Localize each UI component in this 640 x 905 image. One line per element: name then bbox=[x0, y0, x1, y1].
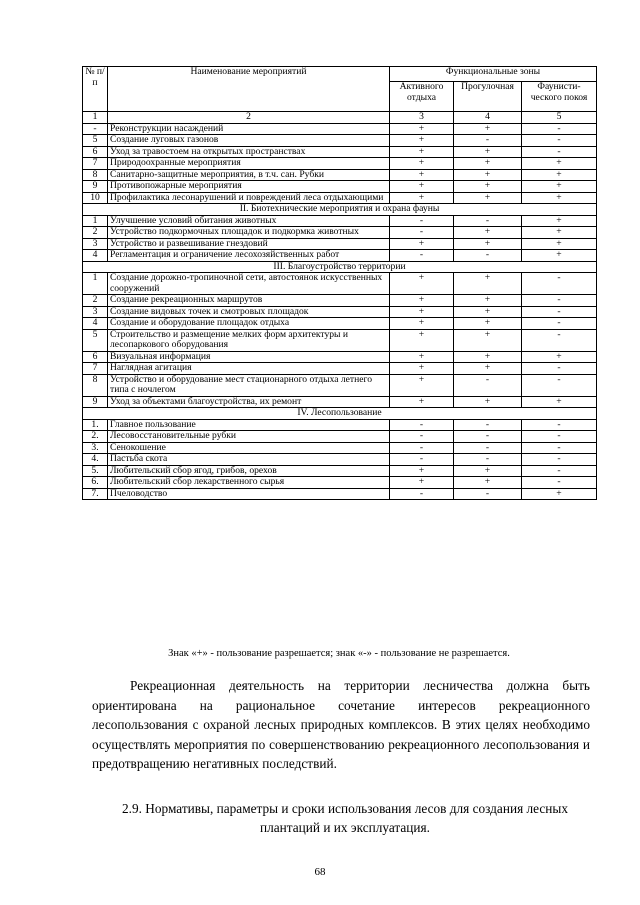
table-row bbox=[83, 273, 597, 295]
zones-table bbox=[82, 66, 597, 500]
mark-fauna: - bbox=[522, 477, 597, 489]
colnum-3: 3 bbox=[390, 112, 454, 124]
row-name: Регламентация и ограничение лесохозяйственных работ bbox=[108, 250, 390, 262]
row-num: 9 bbox=[83, 396, 108, 408]
table-row bbox=[83, 454, 597, 466]
mark-active: + bbox=[390, 396, 454, 408]
mark-active: + bbox=[390, 374, 454, 396]
row-num: 10 bbox=[83, 192, 108, 204]
mark-active: - bbox=[390, 419, 454, 431]
mark-walking: + bbox=[454, 477, 522, 489]
mark-fauna: - bbox=[522, 273, 597, 295]
table-row bbox=[83, 488, 597, 500]
mark-fauna: - bbox=[522, 431, 597, 443]
mark-active: + bbox=[390, 363, 454, 375]
colnum-5: 5 bbox=[522, 112, 597, 124]
row-name: Уход за травостоем на открытых пространствах bbox=[108, 146, 390, 158]
row-num: 7 bbox=[83, 363, 108, 375]
table-row bbox=[83, 192, 597, 204]
legend-note: Знак «+» - пользование разрешается; знак «-» - пользование не разрешается. bbox=[168, 648, 510, 659]
row-num: 6. bbox=[83, 477, 108, 489]
row-num: 9 bbox=[83, 181, 108, 193]
table-row bbox=[83, 215, 597, 227]
mark-walking: + bbox=[454, 146, 522, 158]
mark-walking: + bbox=[454, 363, 522, 375]
section-row bbox=[83, 261, 597, 273]
page-number: 68 bbox=[314, 866, 326, 878]
colnum-2: 2 bbox=[108, 112, 390, 124]
mark-fauna: - bbox=[522, 295, 597, 307]
table-row bbox=[83, 329, 597, 351]
mark-walking: + bbox=[454, 396, 522, 408]
table-row bbox=[83, 250, 597, 262]
colnum-4: 4 bbox=[454, 112, 522, 124]
section-heading: 2.9. Нормативы, параметры и сроки использования лесов для создания лесных плантаций и их эксплуатация. bbox=[122, 801, 568, 835]
row-num: 4 bbox=[83, 318, 108, 330]
row-name: Создание луговых газонов bbox=[108, 135, 390, 147]
table-row bbox=[83, 295, 597, 307]
row-name: Главное пользование bbox=[108, 419, 390, 431]
row-name: Создание и оборудование площадок отдыха bbox=[108, 318, 390, 330]
table-row bbox=[83, 181, 597, 193]
mark-fauna: + bbox=[522, 250, 597, 262]
mark-walking: - bbox=[454, 374, 522, 396]
table-row bbox=[83, 431, 597, 443]
mark-fauna: + bbox=[522, 158, 597, 170]
mark-active: - bbox=[390, 227, 454, 239]
row-name: Природоохранные мероприятия bbox=[108, 158, 390, 170]
header-zones-group: Функциональные зоны bbox=[390, 67, 597, 82]
mark-active: + bbox=[390, 477, 454, 489]
mark-fauna: - bbox=[522, 363, 597, 375]
mark-fauna: + bbox=[522, 181, 597, 193]
row-num: 8 bbox=[83, 374, 108, 396]
row-name: Любительский сбор лекарственного сырья bbox=[108, 477, 390, 489]
row-name: Противопожарные мероприятия bbox=[108, 181, 390, 193]
header-zone-walking: Прогулочная bbox=[454, 82, 522, 112]
table-row bbox=[83, 363, 597, 375]
mark-fauna: - bbox=[522, 442, 597, 454]
table-row bbox=[83, 465, 597, 477]
table-row bbox=[83, 306, 597, 318]
mark-active: + bbox=[390, 273, 454, 295]
row-name: Создание рекреационных маршрутов bbox=[108, 295, 390, 307]
mark-walking: + bbox=[454, 465, 522, 477]
mark-walking: + bbox=[454, 295, 522, 307]
table-row bbox=[83, 146, 597, 158]
row-num: 7. bbox=[83, 488, 108, 500]
mark-active: + bbox=[390, 181, 454, 193]
row-num: 5 bbox=[83, 135, 108, 147]
mark-walking: - bbox=[454, 135, 522, 147]
mark-fauna: - bbox=[522, 419, 597, 431]
mark-walking: - bbox=[454, 442, 522, 454]
mark-walking: - bbox=[454, 488, 522, 500]
row-num: 1 bbox=[83, 215, 108, 227]
row-name: Уход за объектами благоустройства, их ремонт bbox=[108, 396, 390, 408]
mark-fauna: - bbox=[522, 306, 597, 318]
table-row bbox=[83, 169, 597, 181]
mark-walking: + bbox=[454, 192, 522, 204]
table-row bbox=[83, 396, 597, 408]
row-num: 6 bbox=[83, 146, 108, 158]
header-zone-fauna: Фаунисти-ческого покоя bbox=[522, 82, 597, 112]
row-name: Создание дорожно-тропиночной сети, автостоянок искусственных сооружений bbox=[108, 273, 390, 295]
row-num: 8 bbox=[83, 169, 108, 181]
row-num: 1 bbox=[83, 273, 108, 295]
mark-fauna: + bbox=[522, 227, 597, 239]
mark-fauna: + bbox=[522, 488, 597, 500]
row-name: Улучшение условий обитания животных bbox=[108, 215, 390, 227]
table-row bbox=[83, 477, 597, 489]
table-row bbox=[83, 351, 597, 363]
mark-active: - bbox=[390, 215, 454, 227]
row-num: 2 bbox=[83, 295, 108, 307]
row-name: Любительский сбор ягод, грибов, орехов bbox=[108, 465, 390, 477]
row-num: - bbox=[83, 123, 108, 135]
mark-walking: + bbox=[454, 123, 522, 135]
mark-active: - bbox=[390, 488, 454, 500]
table-row bbox=[83, 374, 597, 396]
row-name: Реконструкции насаждений bbox=[108, 123, 390, 135]
mark-fauna: - bbox=[522, 318, 597, 330]
mark-walking: + bbox=[454, 273, 522, 295]
row-name: Строительство и размещение мелких форм архитектуры и лесопаркового оборудования bbox=[108, 329, 390, 351]
row-num: 3 bbox=[83, 238, 108, 250]
mark-active: + bbox=[390, 146, 454, 158]
mark-active: + bbox=[390, 238, 454, 250]
mark-fauna: - bbox=[522, 454, 597, 466]
mark-fauna: - bbox=[522, 374, 597, 396]
mark-walking: - bbox=[454, 454, 522, 466]
mark-active: - bbox=[390, 454, 454, 466]
header-num: № п/п bbox=[83, 67, 108, 112]
mark-active: - bbox=[390, 442, 454, 454]
row-num: 5. bbox=[83, 465, 108, 477]
row-num: 2. bbox=[83, 431, 108, 443]
row-name: Профилактика лесонарушений и повреждений леса отдыхающими bbox=[108, 192, 390, 204]
row-name: Устройство и развешивание гнездовий bbox=[108, 238, 390, 250]
row-name: Лесовосстановительные рубки bbox=[108, 431, 390, 443]
row-name: Устройство и оборудование мест стационарного отдыха летнего типа с ночлегом bbox=[108, 374, 390, 396]
row-num: 7 bbox=[83, 158, 108, 170]
row-name: Наглядная агитация bbox=[108, 363, 390, 375]
row-name: Сенокошение bbox=[108, 442, 390, 454]
mark-walking: + bbox=[454, 158, 522, 170]
section-title: II. Биотехнические мероприятия и охрана фауны bbox=[83, 204, 597, 216]
mark-active: + bbox=[390, 351, 454, 363]
mark-fauna: + bbox=[522, 192, 597, 204]
mark-fauna: - bbox=[522, 146, 597, 158]
table-row bbox=[83, 238, 597, 250]
mark-walking: + bbox=[454, 169, 522, 181]
mark-active: - bbox=[390, 250, 454, 262]
row-name: Санитарно-защитные мероприятия, в т.ч. сан. Рубки bbox=[108, 169, 390, 181]
mark-active: + bbox=[390, 306, 454, 318]
mark-walking: + bbox=[454, 227, 522, 239]
section-title: III. Благоустройство территории bbox=[83, 261, 597, 273]
mark-walking: + bbox=[454, 181, 522, 193]
mark-active: + bbox=[390, 295, 454, 307]
mark-active: + bbox=[390, 465, 454, 477]
row-name: Пчеловодство bbox=[108, 488, 390, 500]
mark-fauna: + bbox=[522, 215, 597, 227]
table-row bbox=[83, 442, 597, 454]
mark-fauna: - bbox=[522, 465, 597, 477]
mark-fauna: - bbox=[522, 135, 597, 147]
mark-active: - bbox=[390, 431, 454, 443]
mark-active: + bbox=[390, 318, 454, 330]
mark-fauna: + bbox=[522, 169, 597, 181]
section-row bbox=[83, 408, 597, 420]
row-num: 6 bbox=[83, 351, 108, 363]
mark-fauna: + bbox=[522, 238, 597, 250]
mark-walking: + bbox=[454, 318, 522, 330]
mark-fauna: + bbox=[522, 396, 597, 408]
row-num: 4. bbox=[83, 454, 108, 466]
row-num: 3. bbox=[83, 442, 108, 454]
row-num: 5 bbox=[83, 329, 108, 351]
section-row bbox=[83, 204, 597, 216]
row-name: Создание видовых точек и смотровых площадок bbox=[108, 306, 390, 318]
mark-fauna: - bbox=[522, 329, 597, 351]
table-row bbox=[83, 318, 597, 330]
row-num: 1. bbox=[83, 419, 108, 431]
table-body bbox=[83, 123, 597, 500]
mark-walking: - bbox=[454, 431, 522, 443]
mark-walking: - bbox=[454, 250, 522, 262]
header-zone-active: Активного отдыха bbox=[390, 82, 454, 112]
table-row bbox=[83, 135, 597, 147]
mark-walking: + bbox=[454, 306, 522, 318]
mark-walking: + bbox=[454, 329, 522, 351]
mark-fauna: - bbox=[522, 123, 597, 135]
row-name: Визуальная информация bbox=[108, 351, 390, 363]
mark-walking: - bbox=[454, 215, 522, 227]
section-title: IV. Лесопользование bbox=[83, 408, 597, 420]
mark-walking: - bbox=[454, 419, 522, 431]
mark-active: + bbox=[390, 135, 454, 147]
row-name: Устройство подкормочных площадок и подкормка животных bbox=[108, 227, 390, 239]
row-name: Пастьба скота bbox=[108, 454, 390, 466]
mark-active: + bbox=[390, 329, 454, 351]
colnum-1: 1 bbox=[83, 112, 108, 124]
table-row bbox=[83, 227, 597, 239]
table-row bbox=[83, 158, 597, 170]
table-row bbox=[83, 419, 597, 431]
header-name: Наименование мероприятий bbox=[108, 67, 390, 112]
mark-active: + bbox=[390, 123, 454, 135]
mark-walking: + bbox=[454, 238, 522, 250]
row-num: 4 bbox=[83, 250, 108, 262]
table-row bbox=[83, 123, 597, 135]
mark-active: + bbox=[390, 158, 454, 170]
row-num: 3 bbox=[83, 306, 108, 318]
body-paragraph: Рекреационная деятельность на территории лесничества должна быть ориентирована на рациональное сочетание интересов рекреационного лесопользования с охраной лесных природных комплексов. В этих целях необходимо осуществлять мероприятия по совершенствованию рекреационного лесопользования и предотвращению негативных последствий. bbox=[92, 678, 590, 771]
mark-walking: + bbox=[454, 351, 522, 363]
mark-active: + bbox=[390, 169, 454, 181]
mark-fauna: + bbox=[522, 351, 597, 363]
row-num: 2 bbox=[83, 227, 108, 239]
mark-active: + bbox=[390, 192, 454, 204]
